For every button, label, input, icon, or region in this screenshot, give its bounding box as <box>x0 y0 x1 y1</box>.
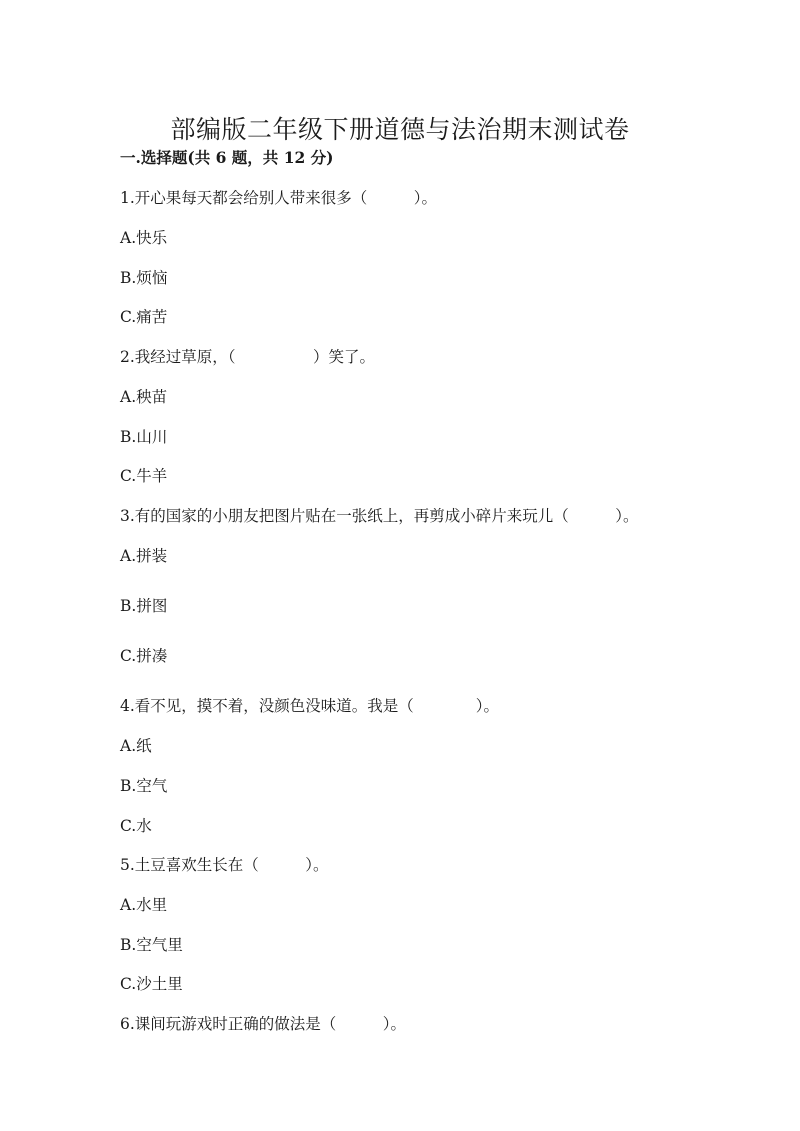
question-2-option-c: C.牛羊 <box>120 467 168 485</box>
question-1-option-a: A.快乐 <box>120 229 168 247</box>
question-6-stem: 6.课间玩游戏时正确的做法是（ ）。 <box>120 1015 407 1033</box>
section-heading: 一.选择题(共 6 题，共 12 分) <box>120 148 334 167</box>
question-2-stem: 2.我经过草原，（ ）笑了。 <box>120 348 376 366</box>
question-4-stem: 4.看不见，摸不着，没颜色没味道。我是（ ）。 <box>120 697 500 715</box>
question-3-stem: 3.有的国家的小朋友把图片贴在一张纸上，再剪成小碎片来玩儿（ ）。 <box>120 507 639 525</box>
question-5-stem: 5.土豆喜欢生长在（ ）。 <box>120 856 329 874</box>
question-1-stem: 1.开心果每天都会给别人带来很多（ ）。 <box>120 189 438 207</box>
question-2-option-b: B.山川 <box>120 428 168 446</box>
question-4-option-a: A.纸 <box>120 737 152 755</box>
question-4-option-c: C.水 <box>120 817 152 835</box>
question-3-option-a: A.拼装 <box>120 547 168 565</box>
question-2-option-a: A.秧苗 <box>120 388 168 406</box>
question-5-option-b: B.空气里 <box>120 936 183 954</box>
question-3-option-c: C.拼凑 <box>120 647 168 665</box>
question-3-option-b: B.拼图 <box>120 597 168 615</box>
question-5-option-a: A.水里 <box>120 896 168 914</box>
question-5-option-c: C.沙土里 <box>120 975 183 993</box>
question-4-option-b: B.空气 <box>120 777 168 795</box>
question-1-option-b: B.烦恼 <box>120 269 168 287</box>
page-title: 部编版二年级下册道德与法治期末测试卷 <box>170 114 630 144</box>
question-1-option-c: C.痛苦 <box>120 308 168 326</box>
